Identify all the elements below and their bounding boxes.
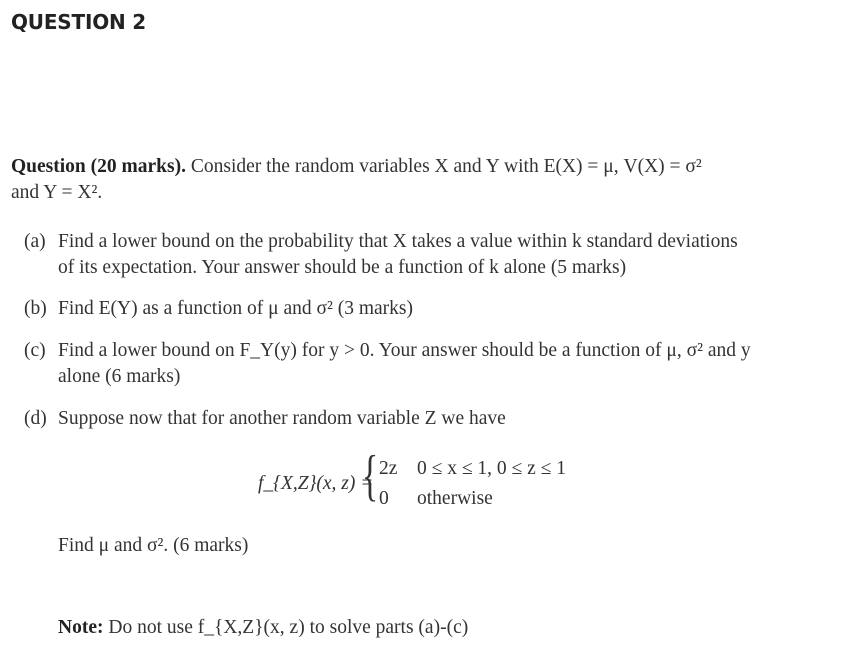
- equation-case2-condition: otherwise: [417, 488, 493, 509]
- equation-case1-condition: 0 ≤ x ≤ 1, 0 ≤ z ≤ 1: [417, 458, 566, 479]
- part-c-label: (c): [24, 340, 46, 361]
- part-a-line1: Find a lower bound on the probability that X takes a value within k standard deviations: [58, 231, 738, 252]
- question-title: QUESTION 2: [11, 10, 147, 34]
- part-c-line1: Find a lower bound on F_Y(y) for y > 0. Your answer should be a function of μ, σ² and y: [58, 340, 751, 361]
- part-d-line1: Suppose now that for another random variable Z we have: [58, 408, 506, 429]
- question-intro-line1: [11, 156, 702, 178]
- question-intro-line2: and Y = X².: [11, 182, 103, 203]
- part-b-label: (b): [24, 298, 47, 319]
- part-b-line1: Find E(Y) as a function of μ and σ² (3 marks): [58, 298, 413, 319]
- part-c-line2: alone (6 marks): [58, 366, 181, 387]
- part-a-line2: of its expectation. Your answer should be a function of k alone (5 marks): [58, 257, 627, 278]
- equation-lhs: f_{X,Z}(x, z) =: [258, 473, 374, 494]
- equation-case2-value: 0: [379, 488, 389, 509]
- question-heading: Question (20 marks).: [11, 156, 186, 177]
- equation-case1-value: 2z: [379, 458, 398, 479]
- question-intro: Consider the random variables X and Y with E(X) = μ, V(X) = σ²: [190, 156, 702, 177]
- equation-brace: {: [362, 445, 379, 507]
- part-d-label: (d): [24, 408, 47, 429]
- note-label: Note:: [58, 617, 104, 638]
- find-mu-sigma-line: Find μ and σ². (6 marks): [58, 535, 249, 556]
- note-line: [58, 617, 468, 639]
- part-a-label: (a): [24, 231, 46, 252]
- note-text: Do not use f_{X,Z}(x, z) to solve parts (a)-(c): [108, 617, 469, 638]
